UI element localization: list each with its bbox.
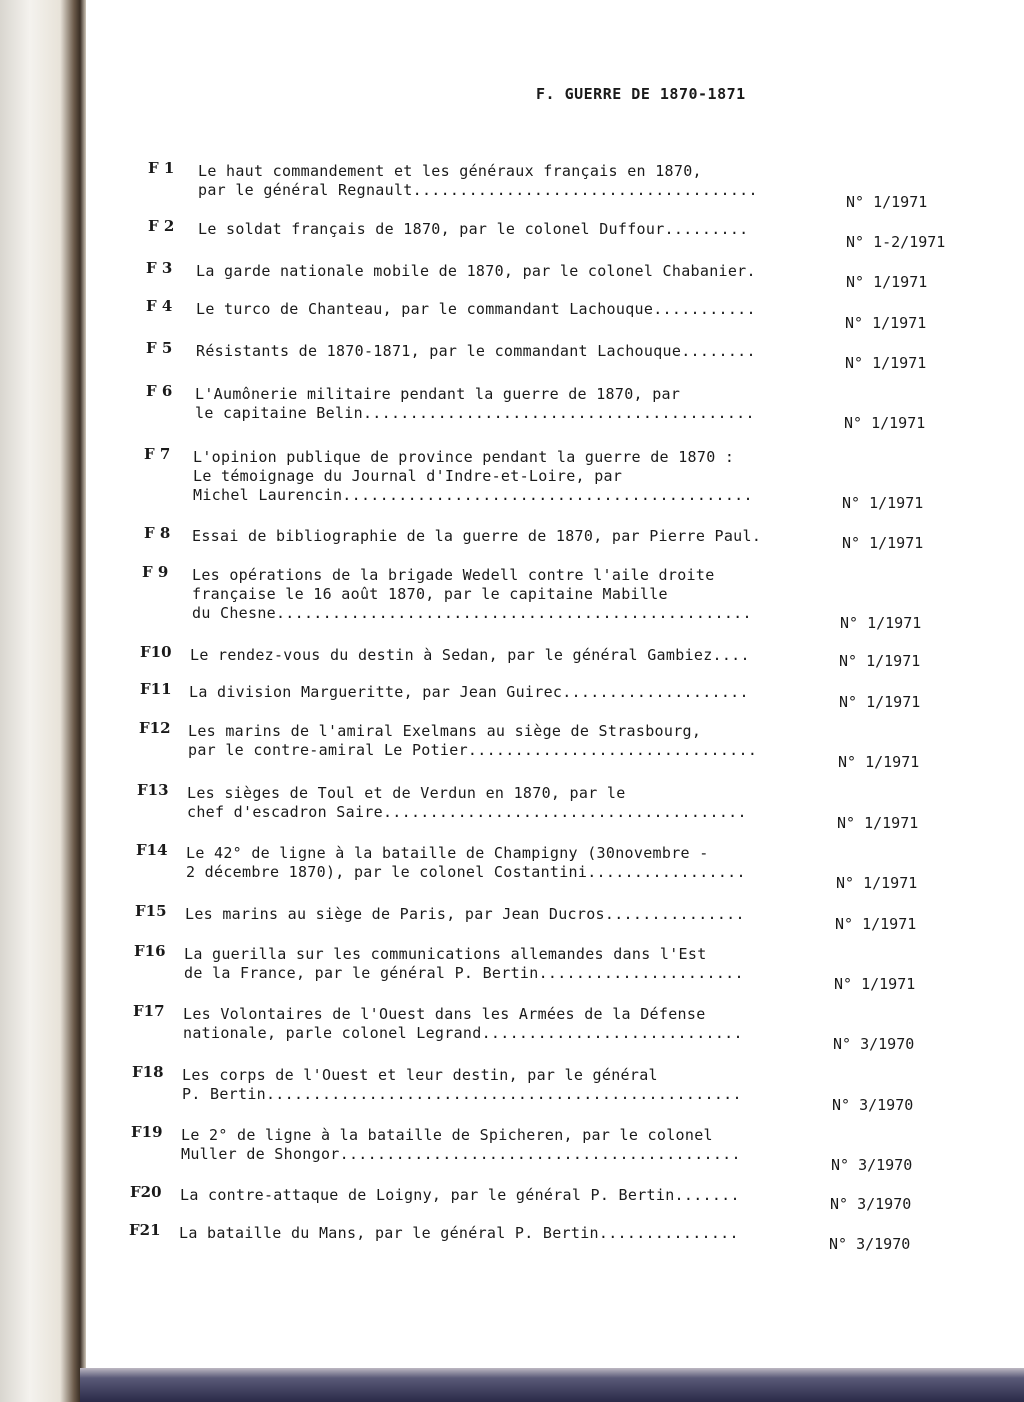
entry-code: F19 (131, 1123, 163, 1141)
entry-code: F 2 (148, 217, 175, 235)
entry-title-line: Les corps de l'Ouest et leur destin, par le général (182, 1066, 658, 1084)
entry-title-line: Le rendez-vous du destin à Sedan, par le général Gambiez.... (190, 646, 750, 664)
entry-code: F 8 (144, 524, 171, 542)
entry-code: F21 (129, 1221, 161, 1239)
issue-reference: N° 1/1971 (839, 693, 921, 711)
issue-reference: N° 1/1971 (842, 494, 924, 512)
entry-title-line: Le 2° de ligne à la bataille de Spicheren, par le colonel (181, 1126, 713, 1144)
entry-title-line: par le général Regnault..................................... (198, 181, 758, 199)
entry-title-line: le capitaine Belin.......................................... (195, 404, 755, 422)
entry-code: F14 (136, 841, 168, 859)
entry-code: F10 (140, 643, 172, 661)
issue-reference: N° 1/1971 (835, 915, 917, 933)
issue-reference: N° 3/1970 (831, 1156, 913, 1174)
entry-title-line: Essai de bibliographie de la guerre de 1870, par Pierre Paul. (192, 527, 762, 545)
entry-title-line: La garde nationale mobile de 1870, par le colonel Chabanier. (196, 262, 756, 280)
entry-code: F16 (134, 942, 166, 960)
entry-title-line: de la France, par le général P. Bertin...................... (184, 964, 744, 982)
entry-title-line: L'Aumônerie militaire pendant la guerre de 1870, par (195, 385, 681, 403)
entry-title-line: L'opinion publique de province pendant la guerre de 1870 : (193, 448, 735, 466)
page-bottom-edge (80, 1368, 1024, 1402)
entry-code: F 5 (146, 339, 173, 357)
issue-reference: N° 1/1971 (845, 314, 927, 332)
entry-title-line: Les marins au siège de Paris, par Jean Ducros............... (185, 905, 745, 923)
entry-title-line: Le témoignage du Journal d'Indre-et-Loire, par (193, 467, 623, 485)
entry-title-line: par le contre-amiral Le Potier............................... (188, 741, 758, 759)
page-binding-edge (0, 0, 86, 1402)
issue-reference: N° 1-2/1971 (846, 233, 946, 251)
entry-title-line: Le turco de Chanteau, par le commandant Lachouque........... (196, 300, 756, 318)
issue-reference: N° 1/1971 (846, 193, 928, 211)
entry-title-line: Muller de Shongor........................................... (181, 1145, 741, 1163)
entry-title-line: La contre-attaque de Loigny, par le général P. Bertin....... (180, 1186, 740, 1204)
entry-title-line: Les opérations de la brigade Wedell contre l'aile droite (192, 566, 715, 584)
entry-title-line: Les sièges de Toul et de Verdun en 1870, par le (187, 784, 626, 802)
entry-code: F 6 (146, 382, 173, 400)
entry-code: F 9 (142, 563, 169, 581)
entry-code: F20 (130, 1183, 162, 1201)
issue-reference: N° 1/1971 (834, 975, 916, 993)
entry-title-line: Michel Laurencin............................................ (193, 486, 753, 504)
entry-code: F15 (135, 902, 167, 920)
entry-title-line: P. Bertin................................................... (182, 1085, 742, 1103)
document-page (86, 0, 1024, 1368)
entry-title-line: Les Volontaires de l'Ouest dans les Armées de la Défense (183, 1005, 706, 1023)
entry-code: F11 (140, 680, 172, 698)
issue-reference: N° 1/1971 (836, 874, 918, 892)
issue-reference: N° 1/1971 (838, 753, 920, 771)
issue-reference: N° 3/1970 (832, 1096, 914, 1114)
entry-title-line: Le soldat français de 1870, par le colonel Duffour......... (198, 220, 749, 238)
entry-code: F 3 (146, 259, 173, 277)
entry-code: F12 (139, 719, 171, 737)
issue-reference: N° 3/1970 (830, 1195, 912, 1213)
entry-code: F 1 (148, 159, 175, 177)
entry-title-line: du Chesne................................................... (192, 604, 752, 622)
entry-code: F 4 (146, 297, 173, 315)
entry-title-line: La division Margueritte, par Jean Guirec.................... (189, 683, 749, 701)
entry-title-line: Résistants de 1870-1871, par le commandant Lachouque........ (196, 342, 756, 360)
issue-reference: N° 1/1971 (842, 534, 924, 552)
issue-reference: N° 1/1971 (844, 414, 926, 432)
entry-title-line: nationale, parle colonel Legrand............................ (183, 1024, 743, 1042)
entry-title-line: chef d'escadron Saire....................................... (187, 803, 747, 821)
entry-title-line: 2 décembre 1870), par le colonel Costantini................. (186, 863, 746, 881)
entry-code: F18 (132, 1063, 164, 1081)
issue-reference: N° 1/1971 (840, 614, 922, 632)
entry-title-line: La bataille du Mans, par le général P. Bertin............... (179, 1224, 739, 1242)
issue-reference: N° 1/1971 (839, 652, 921, 670)
issue-reference: N° 3/1970 (829, 1235, 911, 1253)
entry-title-line: Les marins de l'amiral Exelmans au siège de Strasbourg, (188, 722, 702, 740)
entry-title-line: Le haut commandement et les généraux français en 1870, (198, 162, 702, 180)
entry-title-line: La guerilla sur les communications allemandes dans l'Est (184, 945, 707, 963)
entry-code: F13 (137, 781, 169, 799)
issue-reference: N° 1/1971 (837, 814, 919, 832)
entry-title-line: Le 42° de ligne à la bataille de Champigny (30novembre - (186, 844, 709, 862)
entry-code: F17 (133, 1002, 165, 1020)
section-title: F. GUERRE DE 1870-1871 (536, 85, 746, 103)
issue-reference: N° 1/1971 (845, 354, 927, 372)
entry-code: F 7 (144, 445, 171, 463)
issue-reference: N° 1/1971 (846, 273, 928, 291)
entry-title-line: française le 16 août 1870, par le capitaine Mabille (192, 585, 668, 603)
issue-reference: N° 3/1970 (833, 1035, 915, 1053)
